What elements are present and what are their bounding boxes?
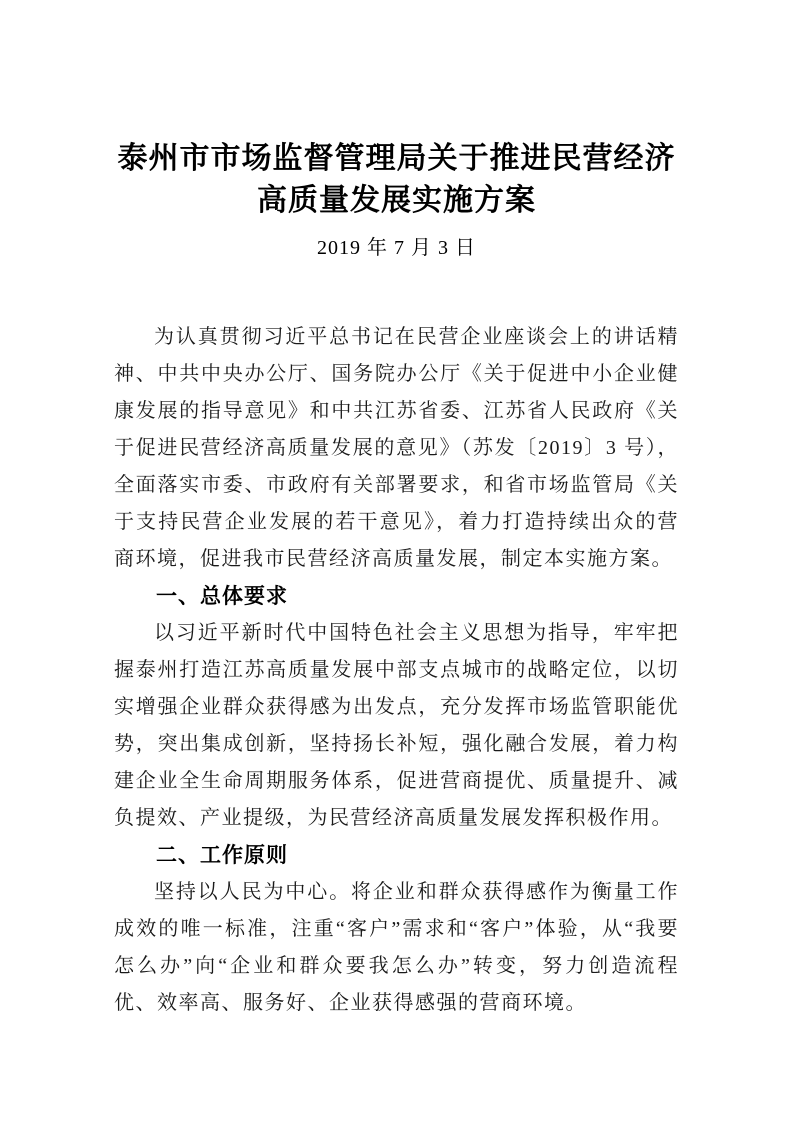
document-title-line-2: 高质量发展实施方案	[257, 184, 536, 217]
document-date: 2019 年 7 月 3 日	[317, 237, 476, 259]
section-2-paragraph: 坚持以人民为中心。将企业和群众获得感作为衡量工作成效的唯一标准，注重“客户”需求和“客户”体验，从“我要怎么办”向“企业和群众要我怎么办”转变，努力创造流程优、效率高、服务好、企业获得感强的营商环境。	[114, 881, 679, 1014]
section-1-heading: 一、总体要求	[156, 585, 288, 608]
section-2-heading: 二、工作原则	[156, 844, 288, 867]
document-title	[114, 138, 679, 222]
section-1-paragraph: 以习近平新时代中国特色社会主义思想为指导，牢牢把握泰州打造江苏高质量发展中部支点城市的战略定位，以切实增强企业群众获得感为出发点，充分发挥市场监管职能优势，突出集成创新，坚持扬长补短，强化融合发展，着力构建企业全生命周期服务体系，促进营商提优、质量提升、减负提效、产业提级，为民营经济高质量发展发挥积极作用。	[114, 622, 679, 829]
document-body	[114, 319, 679, 1022]
intro-paragraph: 为认真贯彻习近平总书记在民营企业座谈会上的讲话精神、中共中央办公厅、国务院办公厅《关于促进中小企业健康发展的指导意见》和中共江苏省委、江苏省人民政府《关于促进民营经济高质量发展的意见》（苏发〔2019〕3 号），全面落实市委、市政府有关部署要求，和省市场监管局《关于支持民营企业发展的若干意见》，着力打造持续出众的营商环境，促进我市民营经济高质量发展，制定本实施方案。	[114, 326, 679, 570]
document-title-line-1: 泰州市市场监督管理局关于推进民营经济	[117, 142, 676, 175]
